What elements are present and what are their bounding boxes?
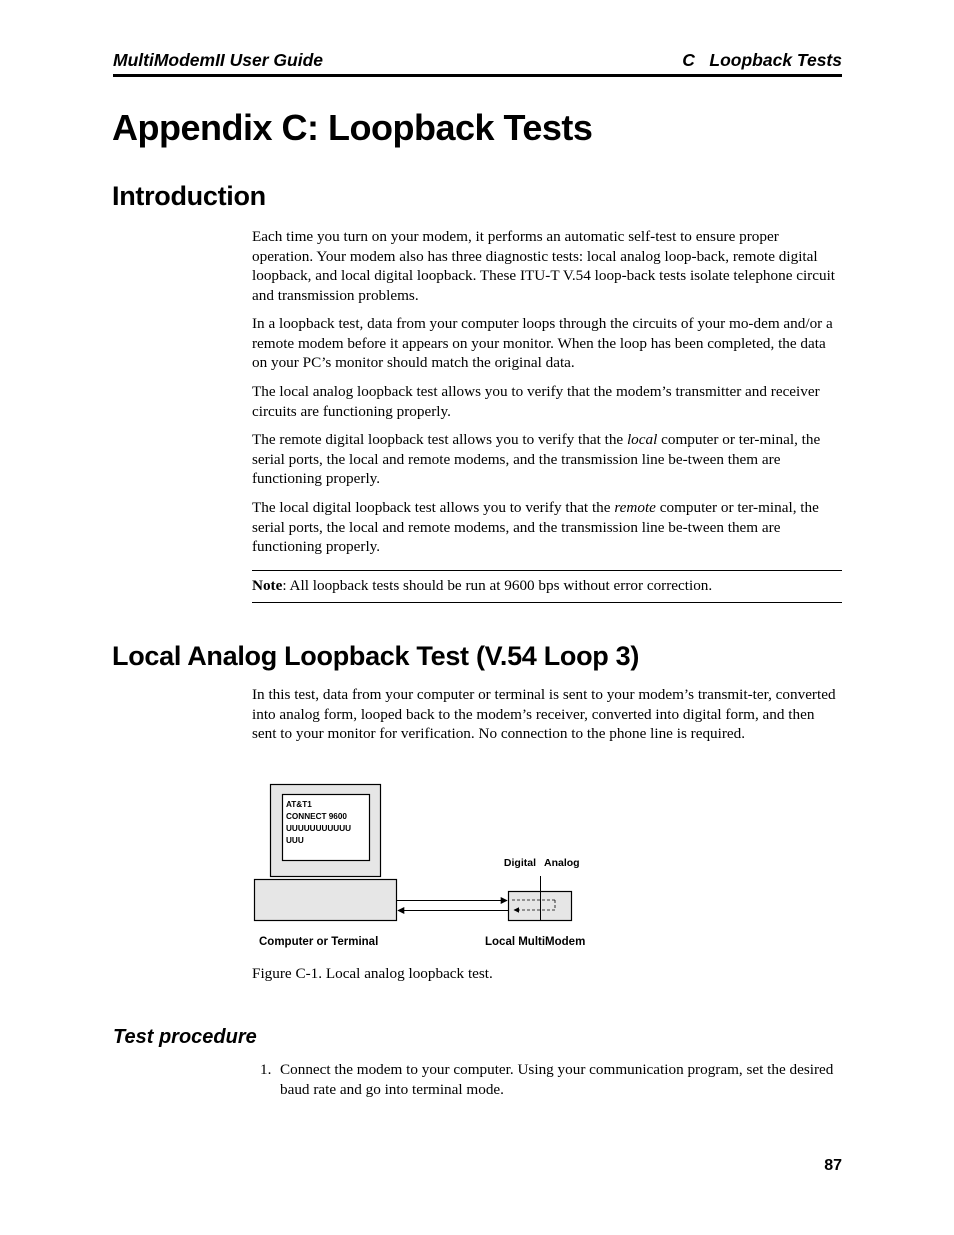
page-number: 87: [824, 1157, 842, 1174]
emphasis-remote: remote: [614, 499, 656, 516]
heading-introduction: Introduction: [112, 181, 266, 211]
note-top-rule: [252, 570, 842, 571]
header-rule: [113, 74, 842, 77]
heading-local-analog-loopback: Local Analog Loopback Test (V.54 Loop 3): [112, 641, 640, 671]
intro-paragraph-1: Each time you turn on your modem, it performs an automatic self-test to ensure proper operation. Your modem also has three diagnostic tests: local analog loop-back, remote digital loopback, and local digital loopback. These ITU-T V.54 loop-back tests isolate telephone circuit and transmission problems.: [252, 228, 836, 304]
computer-base: [255, 880, 397, 921]
intro-paragraph-2: In a loopback test, data from your computer loops through the circuits of your mo-dem and/or a remote modem before it appears on your monitor. When the loop has been completed, the data on your PC’s monitor should match the original data.: [252, 315, 833, 371]
heading-test-procedure: Test procedure: [113, 1026, 257, 1048]
running-header: [113, 50, 842, 71]
note-text: : All loopback tests should be run at 9600 bps without error correction.: [282, 577, 713, 594]
figure-caption: Figure C-1. Local analog loopback test.: [252, 965, 493, 982]
screen-line-1: AT&T1: [286, 800, 312, 809]
screen-line-3: UUUUUUUUUUU: [286, 824, 352, 833]
note-label: Note: [252, 577, 283, 594]
label-analog: Analog: [544, 857, 580, 869]
emphasis-local: local: [626, 431, 658, 448]
intro-paragraph-3: The local analog loopback test allows you to verify that the modem’s transmitter and receiver circuits are functioning properly.: [252, 383, 820, 420]
page-title: Appendix C: Loopback Tests: [112, 107, 593, 148]
screen-line-2: CONNECT 9600: [286, 812, 347, 821]
label-local-multimodem: Local MultiModem: [485, 936, 586, 948]
note: [252, 576, 842, 596]
label-computer-terminal: Computer or Terminal: [259, 936, 379, 948]
intro-paragraph-5: The local digital loopback test allows you to verify that the remote computer or ter-minal, the serial ports, the local and remote modems, and the transmission line be-tween them are functioning properly.: [252, 499, 819, 555]
list-item-text: Connect the modem to your computer. Using your communication program, set the desired baud rate and go into terminal mode.: [280, 1061, 834, 1098]
screen-line-4: UUU: [286, 836, 304, 845]
header-guide-title: MultiModemII User Guide: [113, 50, 324, 70]
label-digital: Digital: [503, 857, 536, 869]
header-chapter-title: C Loopback Tests: [682, 50, 842, 70]
loopback-diagram: [252, 782, 602, 952]
list-item-number: 1.: [260, 1061, 272, 1078]
note-bottom-rule: [252, 602, 842, 603]
section2-paragraph: In this test, data from your computer or terminal is sent to your modem’s transmit-ter, converted into analog form, looped back to the modem’s receiver, converted into digital form, and then sent to your monitor for verification. No connection to the phone line is required.: [252, 686, 836, 742]
intro-paragraph-4: The remote digital loopback test allows you to verify that the local computer or ter-minal, the serial ports, the local and remote modems, and the transmission line be-tween them are functioning properly.: [252, 431, 821, 487]
